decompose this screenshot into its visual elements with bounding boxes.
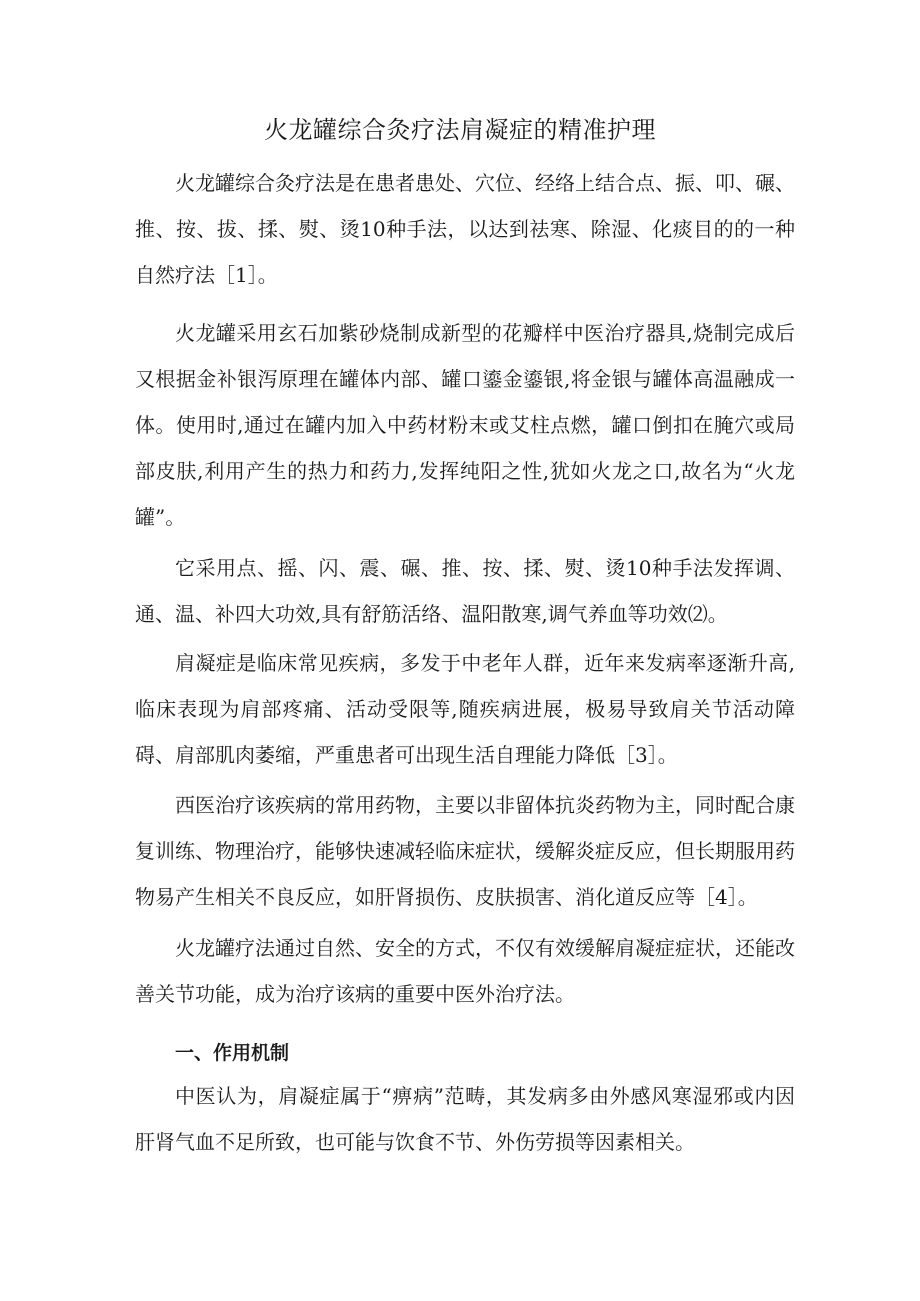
paragraph-device: 火龙罐采用玄石加紫砂烧制成新型的花瓣样中医治疗器具,烧制完成后又根据金补银泻原理在罐体内部、罐口鎏金鎏银,将金银与罐体高温融成一体。使用时,通过在罐内加入中药材粉末或艾柱点燃，罐口倒扣在腌穴或局部皮肤,利用产生的热力和药力,发挥纯阳之性,犹如火龙之口,故名为“火龙罐”。	[135, 321, 795, 529]
paragraph-intro: 火龙罐综合灸疗法是在患者患处、穴位、经络上结合点、振、叩、碾、推、按、拔、揉、熨、烫10种手法，以达到祛寒、除湿、化痰目的的一种自然疗法［1］。	[135, 171, 795, 287]
paragraph-disease: 肩凝症是临床常见疾病，多发于中老年人群，近年来发病率逐渐升高,临床表现为肩部疼痛、活动受限等,随疾病进展，极易导致肩关节活动障碍、肩部肌肉萎缩，严重患者可出现生活自理能力降低［3］。	[135, 651, 795, 767]
paragraph-western-treatment: 西医治疗该疾病的常用药物，主要以非留体抗炎药物为主，同时配合康复训练、物理治疗，能够快速减轻临床症状，缓解炎症反应，但长期服用药物易产生相关不良反应，如肝肾损伤、皮肤损害、消化道反应等［4］。	[135, 793, 795, 909]
paragraph-conclusion: 火龙罐疗法通过自然、安全的方式，不仅有效缓解肩凝症症状，还能改善关节功能，成为治疗该病的重要中医外治疗法。	[135, 936, 795, 1006]
paragraph-techniques: 它采用点、摇、闪、震、碾、推、按、揉、熨、烫10种手法发挥调、通、温、补四大功效,具有舒筋活络、温阳散寒,调气养血等功效⑵。	[135, 556, 795, 626]
paragraph-mechanism: 中医认为，肩凝症属于“痹病”范畴，其发病多由外感风寒湿邪或内因肝肾气血不足所致，也可能与饮食不节、外伤劳损等因素相关。	[135, 1084, 795, 1154]
document-title: 火龙罐综合灸疗法肩凝症的精准护理	[264, 116, 656, 144]
section-heading: 一、作用机制	[175, 1042, 290, 1064]
